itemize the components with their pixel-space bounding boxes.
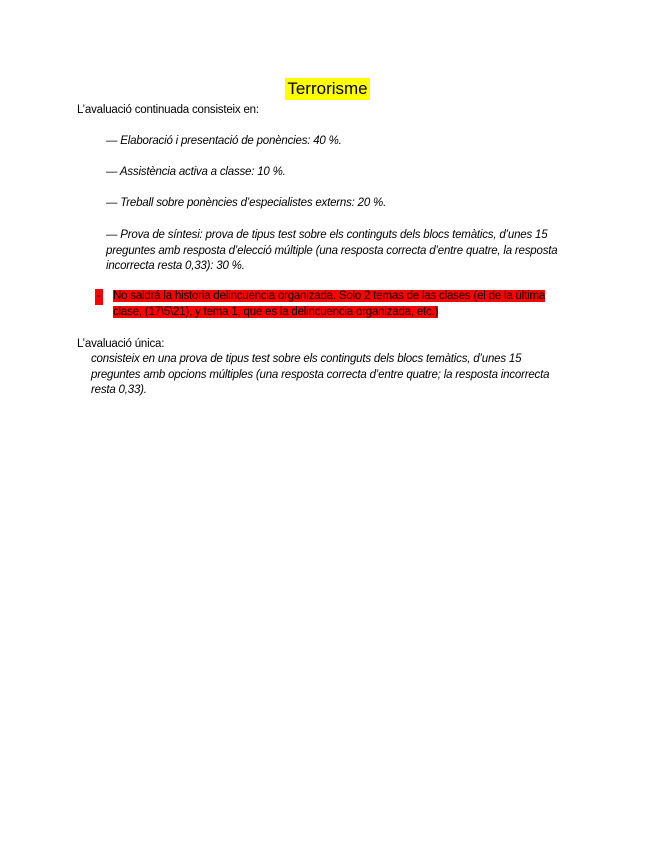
note-text: No saldrá la historia delincuencia organizada. Solo 2 temas de las clases (el de la última clase, (17\5\21), y tema 1, que es la delincuencia organizada, etc.): [113, 290, 546, 318]
single-evaluation-body: consisteix en una prova de tipus test sobre els continguts dels blocs temàtics, d’unes 15 preguntes amb opcions múltiples (una resposta correcta d’entre quatre; la resposta incorrecta resta 0,33).: [91, 353, 550, 396]
evaluation-item-presentations: — Elaboració i presentació de ponències: 40 %.: [106, 135, 342, 147]
document-title: Terrorisme: [287, 79, 368, 98]
evaluation-item-attendance: — Assistència activa a classe: 10 %.: [106, 166, 286, 178]
note-bullet: -: [95, 289, 103, 305]
evaluation-item-external-talks: — Treball sobre ponències d’especialistes externs: 20 %.: [106, 197, 387, 209]
evaluation-item-synthesis-test: — Prova de síntesi: prova de tipus test sobre els continguts dels blocs temàtics, d’unes 15 preguntes amb resposta d’elecció múltiple (una resposta correcta d’entre quatre, la resposta incorrecta resta 0,33): 30 %.: [106, 229, 558, 272]
note-text-wrapper: [113, 289, 569, 320]
continuous-evaluation-intro: L’avaluació continuada consisteix en:: [77, 104, 259, 116]
highlighted-note: [95, 289, 569, 320]
single-evaluation-heading: L’avaluació única:: [77, 338, 165, 350]
title-container: [0, 78, 655, 100]
